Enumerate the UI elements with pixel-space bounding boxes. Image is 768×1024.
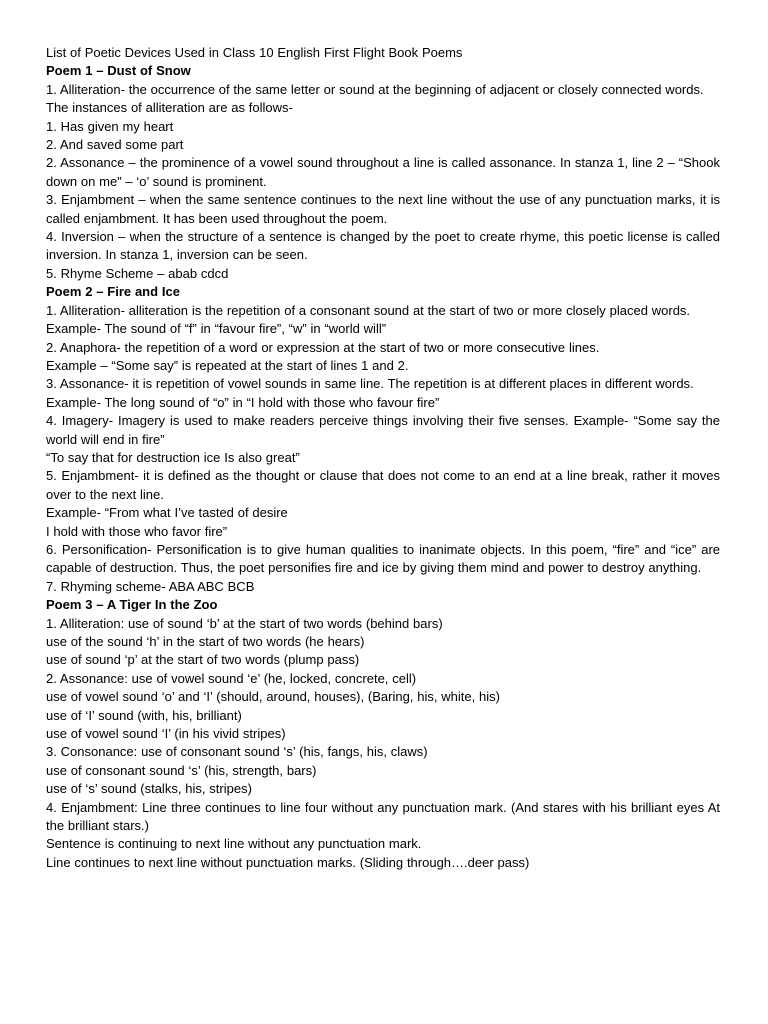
- section-line: use of sound ‘p’ at the start of two words (plump pass): [46, 652, 360, 668]
- section-line: “To say that for destruction ice Is also great”: [46, 449, 300, 465]
- section-line: 7. Rhyming scheme- ABA ABC BCB: [46, 578, 255, 594]
- section-line: 4. Imagery- Imagery is used to make readers perceive things involving their five senses. Example- “Some say the world will end in fire”: [46, 413, 720, 447]
- section-line: 3. Consonance: use of consonant sound ‘s’ (his, fangs, his, claws): [46, 744, 428, 760]
- section-line: 2. Assonance: use of vowel sound ‘e’ (he, locked, concrete, cell): [46, 670, 417, 686]
- section-line: use of vowel sound ‘I’ (in his vivid stripes): [46, 726, 286, 742]
- section-line: use of vowel sound ‘o’ and ‘I’ (should, around, houses), (Baring, his, white, his): [46, 689, 500, 705]
- section-line: Example – “Some say” is repeated at the start of lines 1 and 2.: [46, 357, 409, 373]
- section-line: 2. Anaphora- the repetition of a word or expression at the start of two or more consecutive lines.: [46, 339, 600, 355]
- section-poem-2: [46, 283, 720, 596]
- section-line: 2. Assonance – the prominence of a vowel sound throughout a line is called assonance. In stanza 1, line 2 – “Shook down on me” – ‘o’ sound is prominent.: [46, 155, 720, 189]
- section-line: Example- “From what I’ve tasted of desire: [46, 505, 288, 521]
- section-heading: Poem 3 – A Tiger In the Zoo: [46, 597, 218, 613]
- section-line: 1. Has given my heart: [46, 118, 174, 134]
- section-line: use of ‘I’ sound (with, his, brilliant): [46, 707, 242, 723]
- section-line: Example- The long sound of “o” in “I hold with those who favour fire”: [46, 394, 440, 410]
- section-poem-1: [46, 62, 720, 283]
- document-title: List of Poetic Devices Used in Class 10 English First Flight Book Poems: [46, 45, 463, 60]
- section-heading: Poem 1 – Dust of Snow: [46, 63, 191, 79]
- section-line: 1. Alliteration- alliteration is the repetition of a consonant sound at the start of two or more closely placed words.: [46, 302, 691, 318]
- section-line: 5. Enjambment- it is defined as the thought or clause that does not come to an end at a line break, rather it moves over to the next line.: [46, 468, 720, 502]
- section-line: 3. Assonance- it is repetition of vowel sounds in same line. The repetition is at different places in different words.: [46, 376, 694, 392]
- section-line: Example- The sound of “f” in “favour fire”, “w” in “world will”: [46, 321, 387, 337]
- section-line: use of the sound ‘h’ in the start of two words (he hears): [46, 634, 365, 649]
- section-line: Line continues to next line without punctuation marks. (Sliding through….deer pass): [46, 854, 530, 870]
- section-poem-3: [46, 596, 720, 872]
- section-line: Sentence is continuing to next line without any punctuation mark.: [46, 836, 422, 852]
- section-line: 1. Alliteration- the occurrence of the same letter or sound at the beginning of adjacent or closely connected words.: [46, 81, 704, 97]
- section-line: use of ‘s’ sound (stalks, his, stripes): [46, 781, 252, 797]
- document-page: [46, 44, 720, 872]
- section-line: 6. Personification- Personification is to give human qualities to inanimate objects. In this poem, “fire” and “ice” are capable of destruction. Thus, the poet personifies fire and ice by giving them mind and power to destroy anything.: [46, 541, 720, 576]
- section-line: 3. Enjambment – when the same sentence continues to the next line without the use of any punctuation marks, it is called enjambment. It has been used throughout the poem.: [46, 192, 720, 226]
- section-line: I hold with those who favor fire”: [46, 523, 228, 539]
- section-line: 1. Alliteration: use of sound ‘b’ at the start of two words (behind bars): [46, 615, 443, 631]
- section-line: 4. Enjambment: Line three continues to line four without any punctuation mark. (And stares with his brilliant eyes At the brilliant stars.): [46, 799, 720, 834]
- section-line: 2. And saved some part: [46, 137, 184, 153]
- section-line: 4. Inversion – when the structure of a sentence is changed by the poet to create rhyme, this poetic license is called inversion. In stanza 1, inversion can be seen.: [46, 229, 720, 263]
- section-line: use of consonant sound ‘s’ (his, strength, bars): [46, 762, 317, 778]
- section-line: 5. Rhyme Scheme – abab cdcd: [46, 265, 229, 281]
- section-line: The instances of alliteration are as follows-: [46, 100, 293, 116]
- section-heading: Poem 2 – Fire and Ice: [46, 284, 180, 300]
